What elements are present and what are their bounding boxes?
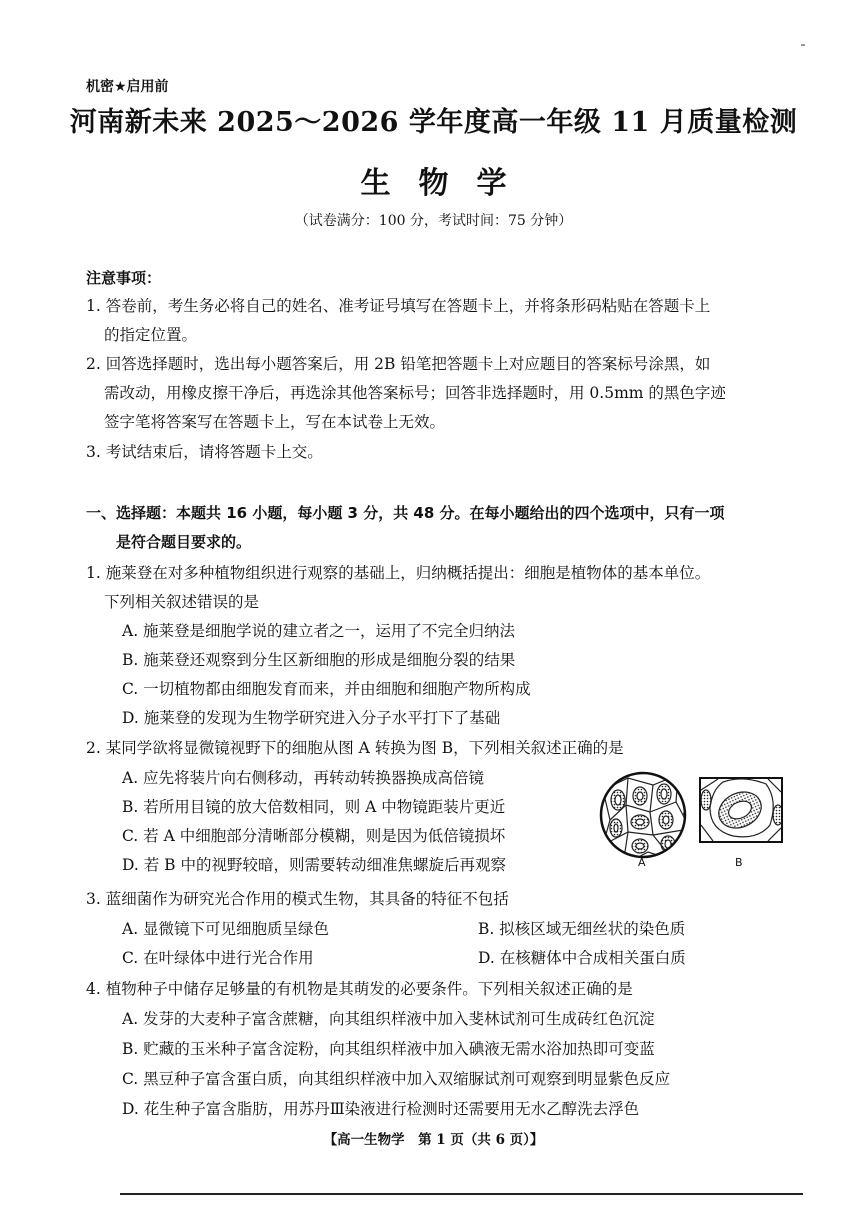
- question-4-option-c: C. 黑豆种子富含蛋白质，向其组织样液中加入双缩脲试剂可观察到明显紫色反应: [122, 1070, 671, 1088]
- question-3-option-b: B. 拟核区域无细丝状的染色质: [478, 920, 686, 938]
- note-line: 1. 答卷前，考生务必将自己的姓名、准考证号填写在答题卡上，并将条形码粘贴在答题卡上: [86, 297, 711, 315]
- question-1-stem-cont: 下列相关叙述错误的是: [104, 593, 260, 611]
- note-line: 2. 回答选择题时，选出每小题答案后，用 2B 铅笔把答题卡上对应题目的答案标号涂黑，如: [86, 355, 711, 373]
- question-1-option-a: A. 施莱登是细胞学说的建立者之一，运用了不完全归纳法: [122, 622, 516, 640]
- question-4-option-b: B. 贮藏的玉米种子富含淀粉，向其组织样液中加入碘液无需水浴加热即可变蓝: [122, 1040, 655, 1058]
- question-4-option-d: D. 花生种子富含脂肪，用苏丹Ⅲ染液进行检测时还需要用无水乙醇洗去浮色: [122, 1100, 640, 1118]
- exam-info: （试卷满分：100 分，考试时间：75 分钟）: [294, 213, 573, 229]
- question-3-option-c: C. 在叶绿体中进行光合作用: [122, 949, 314, 967]
- question-3-option-a: A. 显微镜下可见细胞质呈绿色: [122, 920, 330, 938]
- question-4-stem: 4. 植物种子中储存足够量的有机物是其萌发的必要条件。下列相关叙述正确的是: [86, 980, 633, 998]
- page-footer: 【高一生物学 第 1 页（共 6 页）】: [323, 1132, 544, 1148]
- note-line: 需改动，用橡皮擦干净后，再选涂其他答案标号；回答非选择题时，用 0.5mm 的黑色字迹: [104, 384, 726, 402]
- question-1-stem: 1. 施莱登在对多种植物组织进行观察的基础上，归纳概括提出：细胞是植物体的基本单位。: [86, 564, 711, 582]
- note-line: 签字笔将答案写在答题卡上，写在本试卷上无效。: [104, 413, 446, 431]
- subject-title: 生物学: [360, 166, 535, 201]
- figure-a-label: A: [638, 856, 646, 869]
- question-1-option-c: C. 一切植物都由细胞发育而来，并由细胞和细胞产物所构成: [122, 680, 531, 698]
- microscope-field-drawings: [598, 770, 788, 870]
- section-heading: 一、选择题：本题共 16 小题，每小题 3 分，共 48 分。在每小题给出的四个选项中，只有一项: [86, 504, 725, 522]
- question-2-option-c: C. 若 A 中细胞部分清晰部分模糊，则是因为低倍镜损坏: [122, 827, 506, 845]
- section-heading-cont: 是符合题目要求的。: [116, 533, 252, 551]
- exam-title: 河南新未来 2025～2026 学年度高一年级 11 月质量检测: [69, 107, 798, 138]
- question-3-option-d: D. 在核糖体中合成相关蛋白质: [478, 949, 686, 967]
- note-line: 3. 考试结束后，请将答题卡上交。: [86, 443, 323, 461]
- bottom-rule: [120, 1193, 803, 1195]
- question-2-option-b: B. 若所用目镜的放大倍数相同，则 A 中物镜距装片更近: [122, 798, 506, 816]
- notes-title: 注意事项：: [86, 269, 162, 287]
- question-1-option-b: B. 施莱登还观察到分生区新细胞的形成是细胞分裂的结果: [122, 651, 516, 669]
- microscope-figure: [598, 770, 788, 870]
- confidential-label: 机密★启用前: [86, 79, 169, 95]
- note-line: 的指定位置。: [104, 326, 198, 344]
- question-1-option-d: D. 施莱登的发现为生物学研究进入分子水平打下了基础: [122, 709, 501, 727]
- question-2-option-d: D. 若 B 中的视野较暗，则需要转动细准焦螺旋后再观察: [122, 856, 506, 874]
- question-3-stem: 3. 蓝细菌作为研究光合作用的模式生物，其具备的特征不包括: [86, 890, 509, 908]
- question-2-stem: 2. 某同学欲将显微镜视野下的细胞从图 A 转换为图 B，下列相关叙述正确的是: [86, 739, 624, 757]
- field-a-diagram: [601, 773, 693, 865]
- question-2-option-a: A. 应先将装片向右侧移动，再转动转换器换成高倍镜: [122, 769, 485, 787]
- figure-b-label: B: [735, 856, 743, 869]
- question-4-option-a: A. 发芽的大麦种子富含蔗糖，向其组织样液中加入斐林试剂可生成砖红色沉淀: [122, 1010, 655, 1028]
- scan-mark: [801, 44, 805, 46]
- field-b-diagram: [700, 778, 783, 842]
